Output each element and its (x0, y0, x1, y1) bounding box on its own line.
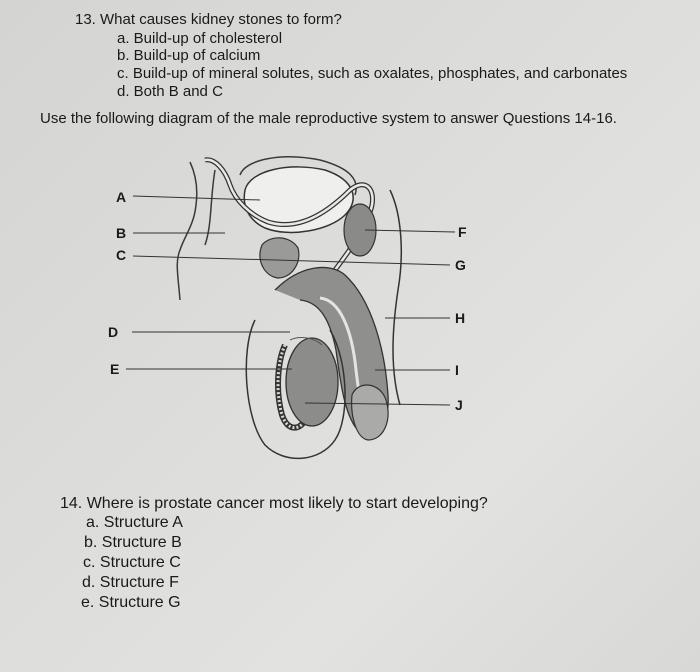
q14-option-b: b. Structure B (84, 534, 182, 551)
label-c: C (116, 247, 127, 263)
q13-option-d: d. Both B and C (117, 83, 223, 100)
label-b: B (116, 225, 127, 241)
label-i: I (455, 362, 459, 378)
question-14: 14. Where is prostate cancer most likely to start developing? (60, 495, 488, 512)
male-reproductive-diagram (100, 150, 520, 470)
q13-option-b: b. Build-up of calcium (117, 47, 261, 64)
label-d: D (108, 324, 119, 340)
q14-option-c: c. Structure C (83, 554, 181, 571)
question-13: 13. What causes kidney stones to form? (75, 11, 342, 28)
q13-option-c: c. Build-up of mineral solutes, such as oxalates, phosphates, and carbonates (117, 65, 628, 82)
label-a: A (116, 189, 127, 205)
q14-option-e: e. Structure G (81, 594, 181, 611)
q13-option-a: a. Build-up of cholesterol (117, 30, 283, 47)
q14-option-d: d. Structure F (82, 574, 179, 591)
label-f: F (458, 224, 467, 240)
q14-option-a: a. Structure A (86, 514, 183, 531)
label-g: G (455, 257, 466, 273)
label-j: J (455, 397, 463, 413)
diagram-instruction: Use the following diagram of the male reproductive system to answer Questions 14-16. (40, 110, 617, 127)
label-e: E (110, 361, 120, 377)
label-h: H (455, 310, 466, 326)
